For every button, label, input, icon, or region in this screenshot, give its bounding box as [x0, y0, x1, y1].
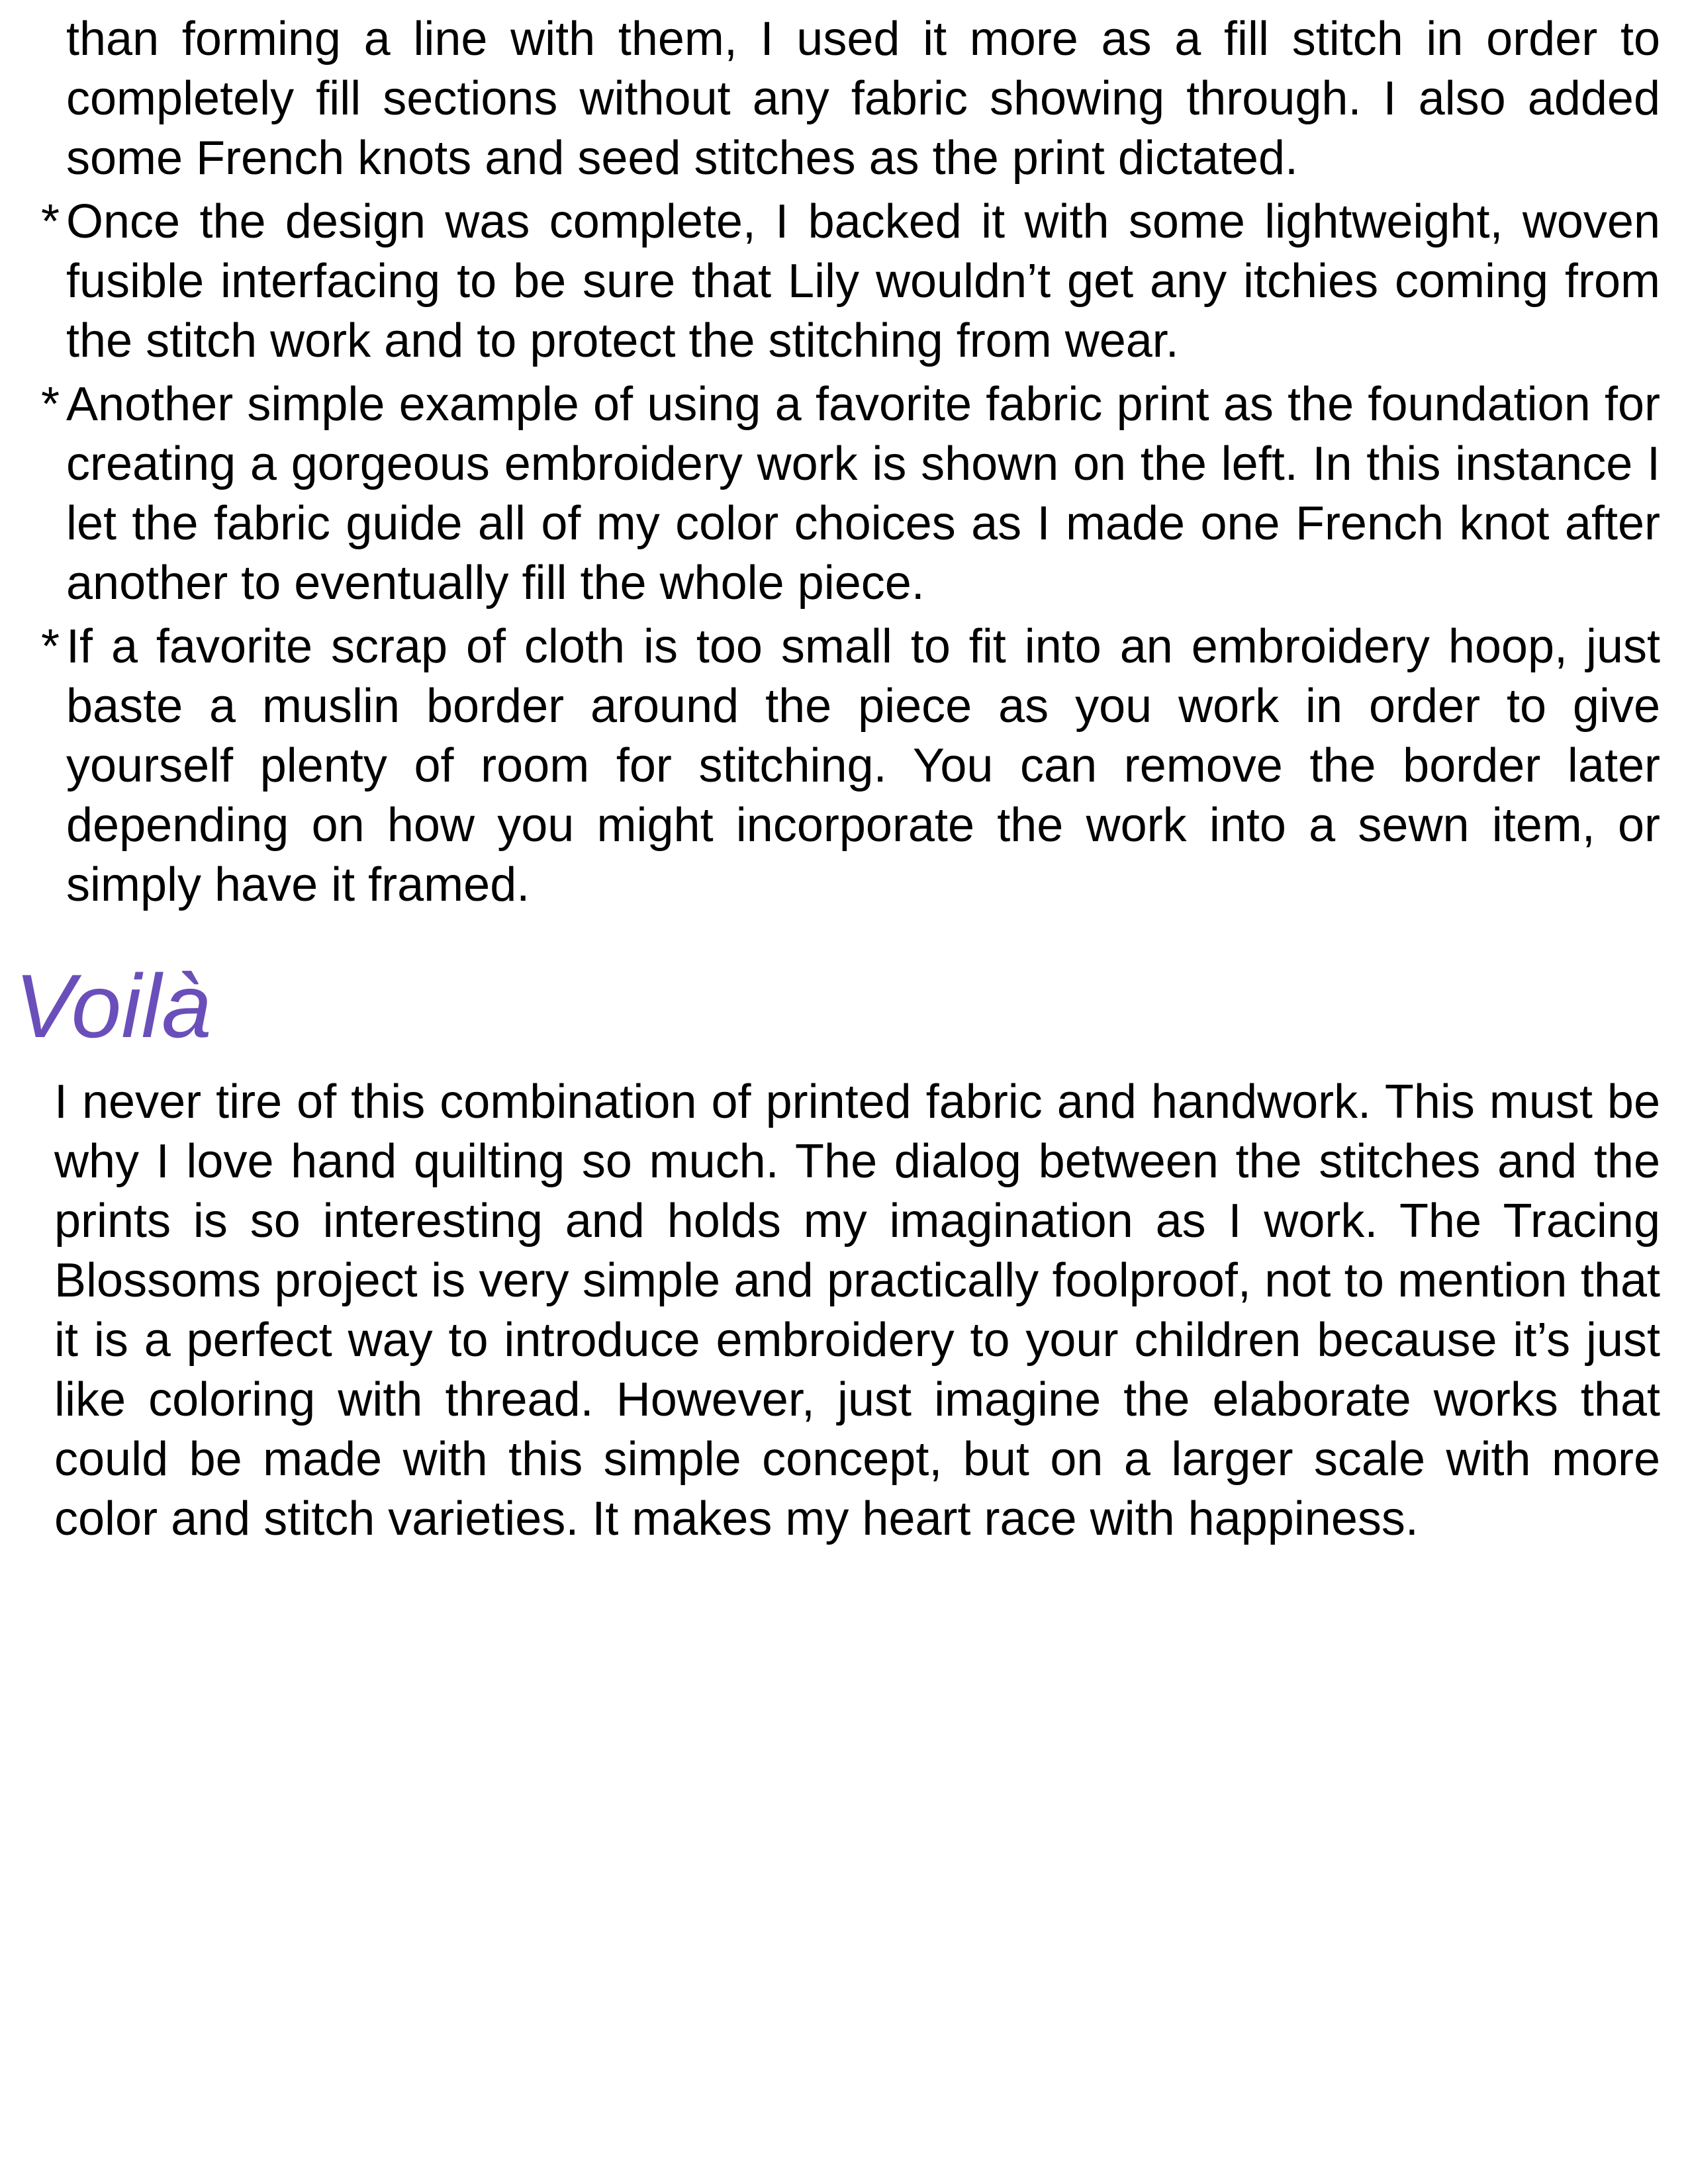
section-heading: Voilà — [15, 956, 212, 1056]
list-item — [41, 375, 1660, 613]
list-item-text: If a favorite scrap of cloth is too small to fit into an embroidery hoop, just baste a muslin border around the piece as you work in order to give yourself plenty of room for stitching. You can remove the border later depending on how you might incorporate the work into a sewn item, or simply have it framed. — [66, 620, 1660, 911]
tips-list — [41, 9, 1660, 919]
list-item — [41, 192, 1660, 371]
bullet-marker: * — [41, 195, 60, 248]
list-item — [41, 9, 1660, 188]
bullet-marker: * — [41, 620, 60, 673]
section-body: I never tire of this combination of printed fabric and handwork. This must be why I love hand quilting so much. The dialog between the stitches and the prints is so interesting and holds my imagination as I work. The Tracing Blossoms project is very simple and practically foolproof, not to mention that it is a perfect way to introduce embroidery to your children because it’s just like coloring with thread. However, just imagine the elaborate works that could be made with this simple concept, but on a larger scale with more color and stitch varieties. It makes my heart race with happiness. — [54, 1075, 1660, 1545]
bullet-marker: * — [41, 378, 60, 431]
list-item-text: Once the design was complete, I backed it with some lightweight, woven fusible interfacing to be sure that Lily wouldn’t get any itchies coming from the stitch work and to protect the stitching from wear. — [66, 195, 1660, 367]
list-item — [41, 617, 1660, 915]
list-item-text: Another simple example of using a favorite fabric print as the foundation for creating a gorgeous embroidery work is shown on the left. In this instance I let the fabric guide all of my color choices as I made one French knot after another to eventually fill the whole piece. — [66, 378, 1660, 610]
list-item-text: than forming a line with them, I used it more as a fill stitch in order to completely fill sections without any fabric showing through. I also added some French knots and seed stitches as the print dictated. — [66, 13, 1660, 185]
